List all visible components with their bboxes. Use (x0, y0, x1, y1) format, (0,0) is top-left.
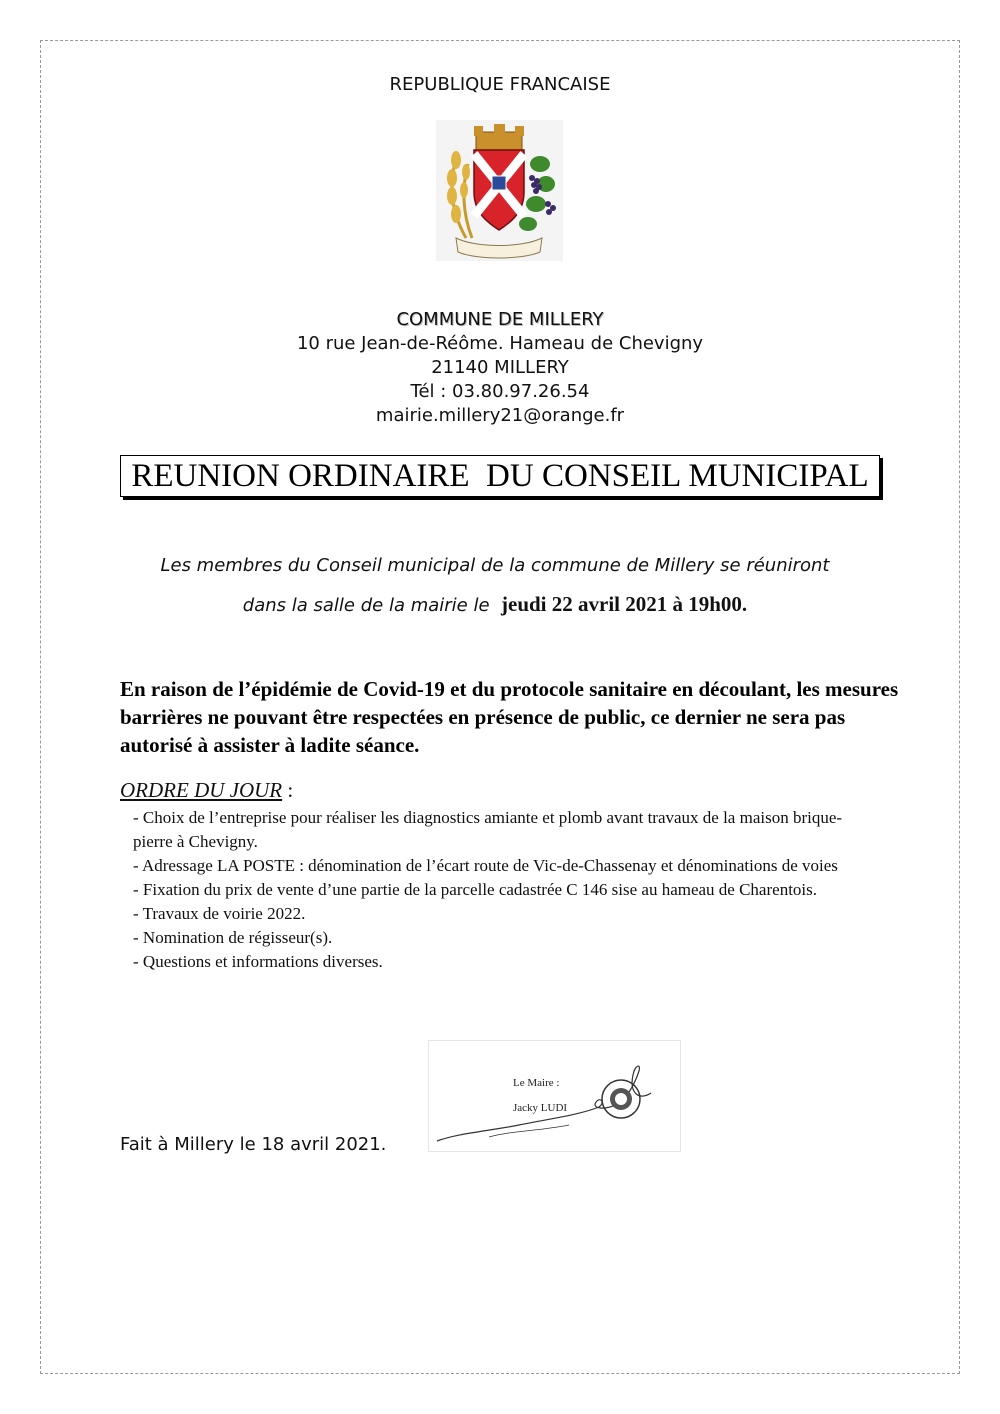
agenda-item: - Fixation du prix de vente d’une partie de la parcelle cadastrée C 146 sise au hameau de Charentois. (133, 880, 818, 899)
mayor-name: Jacky LUDI (513, 1102, 568, 1114)
agenda-list (133, 806, 873, 974)
commune-contact (0, 308, 1000, 428)
meeting-intro (0, 546, 990, 625)
commune-email: mairie.millery21@orange.fr (375, 405, 625, 426)
mayor-role: Le Maire : (513, 1077, 560, 1089)
agenda-colon: : (282, 778, 294, 802)
commune-postal: 21140 MILLERY (431, 357, 569, 378)
agenda-item: - Choix de l’entreprise pour réaliser les diagnostics amiante et plomb avant travaux de la maison brique-pierre à Chevigny. (133, 808, 843, 851)
agenda-item: - Nomination de régisseur(s). (133, 928, 333, 947)
coat-of-arms-icon (436, 120, 563, 261)
intro-line-2 (0, 585, 990, 625)
meeting-date: jeudi 22 avril 2021 à 19h00. (501, 592, 748, 616)
commune-phone: Tél : 03.80.97.26.54 (410, 381, 590, 402)
covid-notice: En raison de l’épidémie de Covid-19 et du protocole sanitaire en découlant, les mesures barrières ne pouvant être respectées en présence de public, ce dernier ne sera pas autorisé à assister à ladite séance. (120, 677, 899, 757)
meeting-title-text: REUNION ORDINAIRE DU CONSEIL MUNICIPAL (131, 457, 869, 494)
agenda-item: - Travaux de voirie 2022. (133, 904, 306, 923)
agenda-item: - Questions et informations diverses. (133, 952, 383, 971)
agenda-title: ORDRE DU JOUR (120, 778, 283, 802)
agenda-heading (120, 778, 293, 803)
intro-line-1: Les membres du Conseil municipal de la commune de Millery se réuniront (160, 555, 830, 576)
intro-line-2-text: dans la salle de la mairie le (242, 595, 490, 616)
agenda-item: - Adressage LA POSTE : dénomination de l’écart route de Vic-de-Chassenay et dénominations de voies (133, 856, 838, 875)
commune-name: COMMUNE DE MILLERY (396, 309, 604, 330)
signature-block (428, 1040, 681, 1152)
republic-header: REPUBLIQUE FRANCAISE (389, 74, 611, 95)
signature-icon (429, 1041, 682, 1153)
commune-address: 10 rue Jean-de-Réôme. Hameau de Chevigny (296, 333, 704, 354)
signed-at: Fait à Millery le 18 avril 2021. (120, 1134, 387, 1155)
meeting-title (120, 455, 880, 497)
